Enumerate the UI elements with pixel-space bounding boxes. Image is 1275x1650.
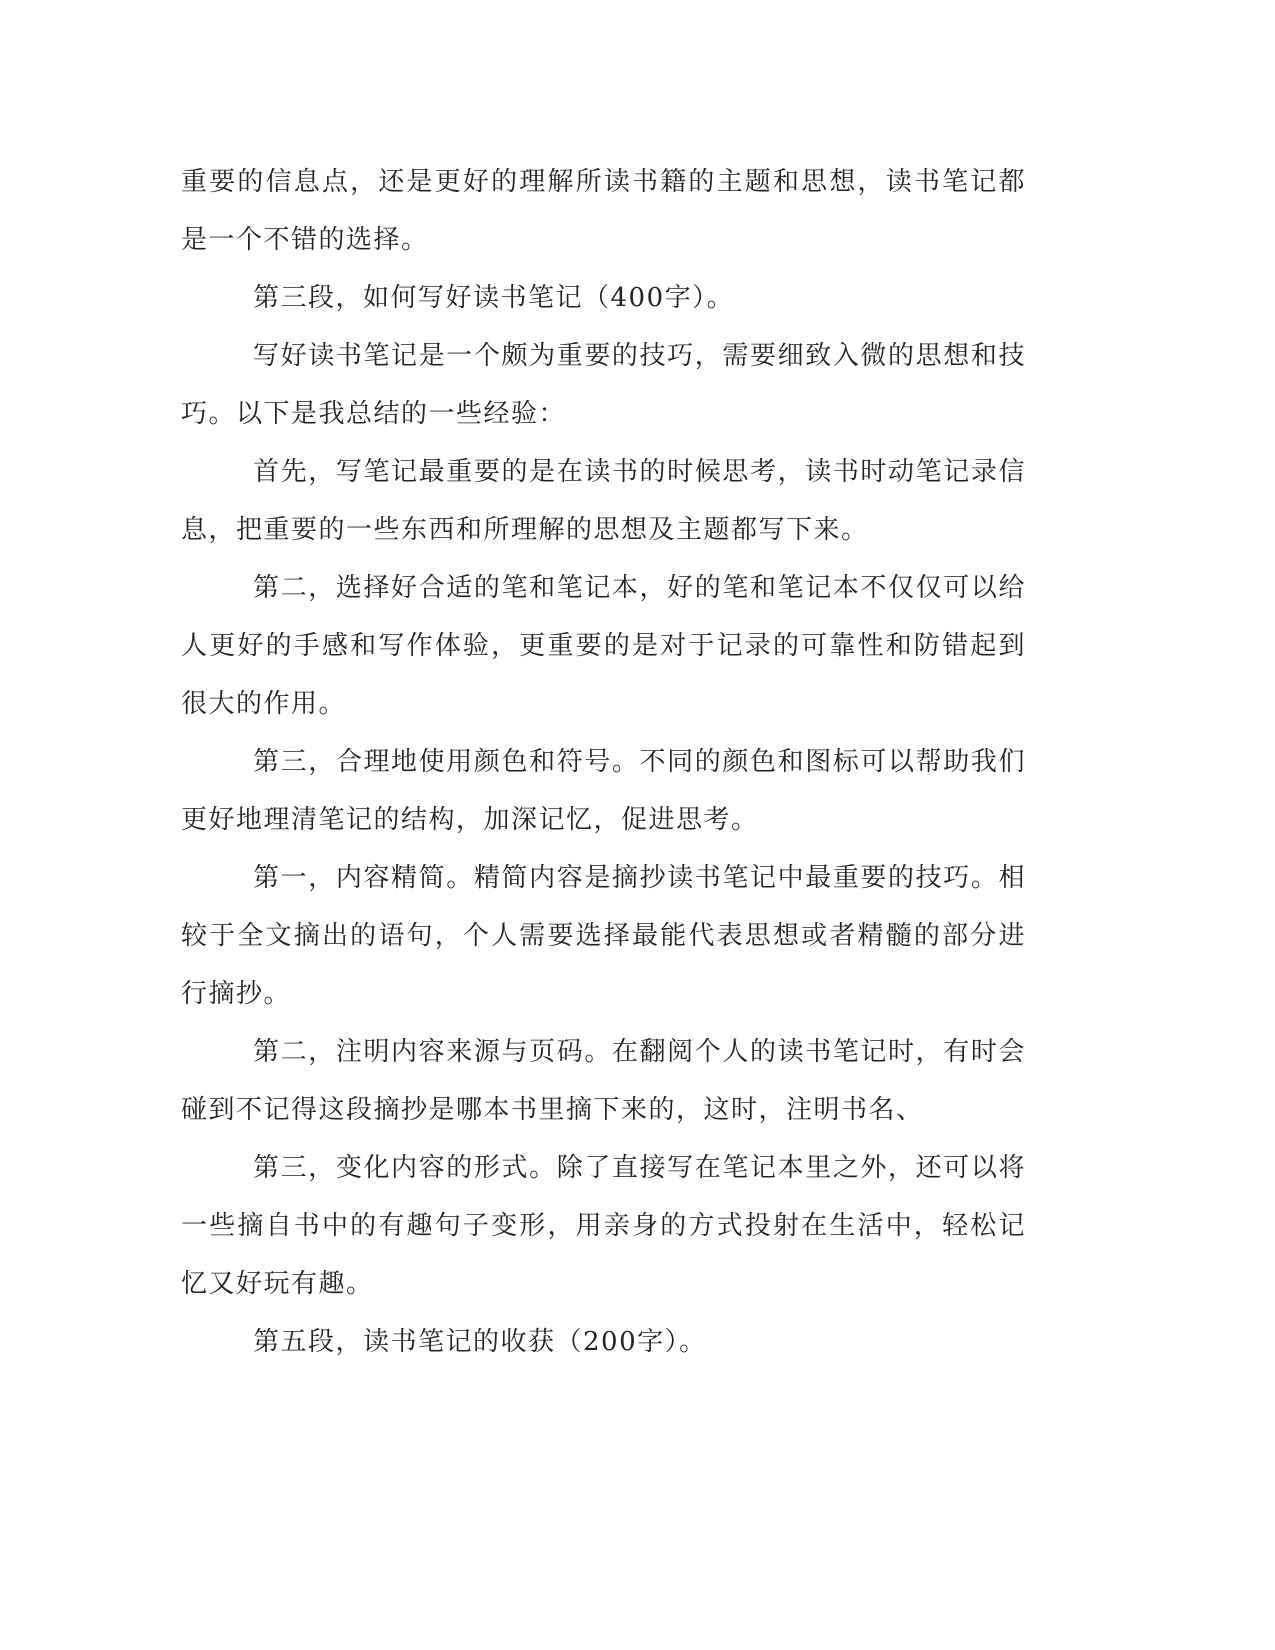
- paragraph-continuation: 重要的信息点，还是更好的理解所读书籍的主题和思想，读书笔记都是一个不错的选择。: [181, 167, 1026, 255]
- document-body: [181, 153, 1026, 1371]
- paragraph-first-tip: 首先，写笔记最重要的是在读书的时候思考，读书时动笔记录信息，把重要的一些东西和所理解的思想及主题都写下来。: [181, 457, 1026, 545]
- paragraph-excerpt-first: 第一，内容精简。精简内容是摘抄读书笔记中最重要的技巧。相较于全文摘出的语句，个人需要选择最能代表思想或者精髓的部分进行摘抄。: [181, 863, 1026, 1009]
- section-heading-fifth: 第五段，读书笔记的收获（200字）。: [253, 1327, 707, 1357]
- section-heading-third: 第三段，如何写好读书笔记（400字）。: [253, 283, 735, 313]
- paragraph-excerpt-second: 第二，注明内容来源与页码。在翻阅个人的读书笔记时，有时会碰到不记得这段摘抄是哪本书里摘下来的，这时，注明书名、: [181, 1037, 1026, 1125]
- paragraph-intro: 写好读书笔记是一个颇为重要的技巧，需要细致入微的思想和技巧。以下是我总结的一些经验：: [181, 341, 1026, 429]
- paragraph-second-tip: 第二，选择好合适的笔和笔记本，好的笔和笔记本不仅仅可以给人更好的手感和写作体验，更重要的是对于记录的可靠性和防错起到很大的作用。: [181, 573, 1026, 719]
- paragraph-excerpt-third: 第三，变化内容的形式。除了直接写在笔记本里之外，还可以将一些摘自书中的有趣句子变形，用亲身的方式投射在生活中，轻松记忆又好玩有趣。: [181, 1153, 1026, 1299]
- paragraph-third-tip: 第三，合理地使用颜色和符号。不同的颜色和图标可以帮助我们更好地理清笔记的结构，加深记忆，促进思考。: [181, 747, 1026, 835]
